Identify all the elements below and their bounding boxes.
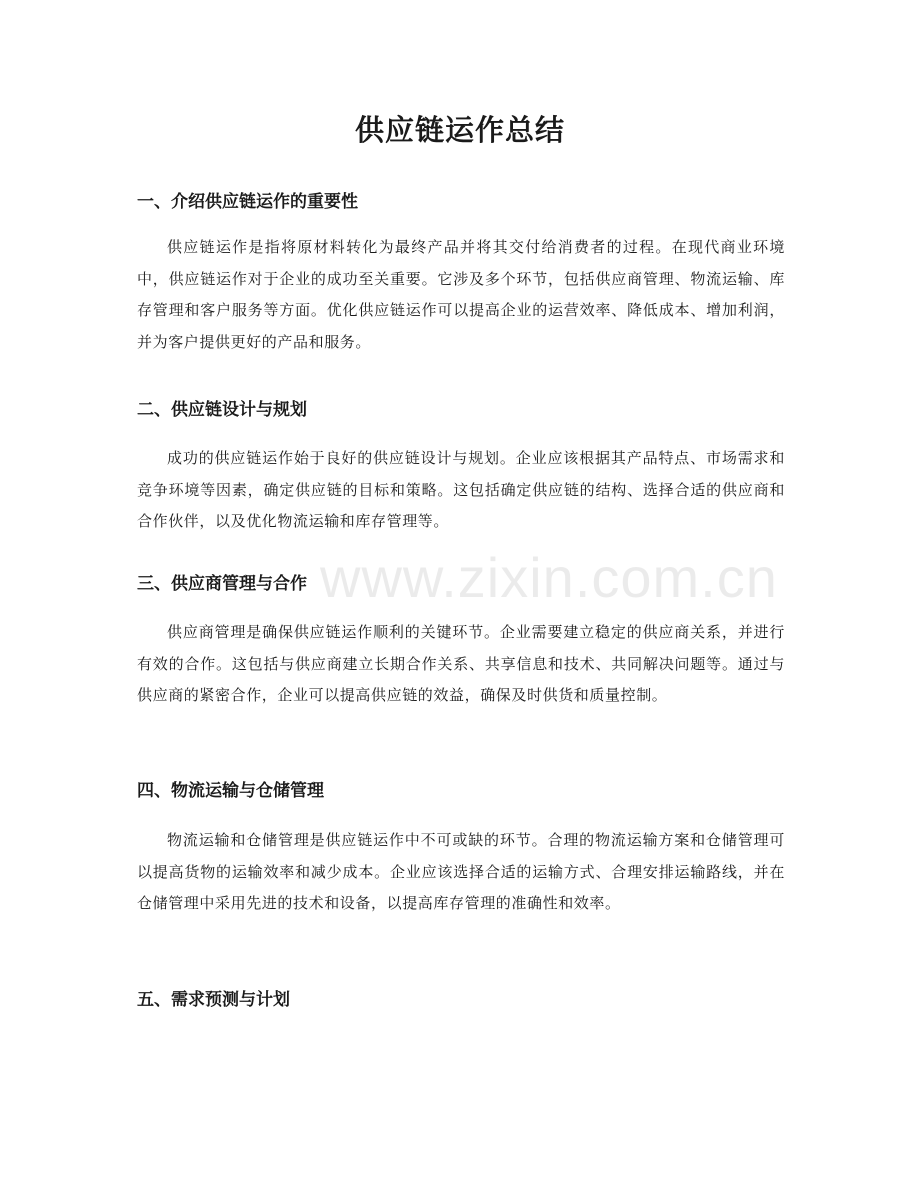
section-heading-2: 二、供应链设计与规划 [137, 400, 307, 420]
watermark: www.zixin.com.cn [320, 546, 778, 609]
section-body-3: 供应商管理是确保供应链运作顺利的关键环节。企业需要建立稳定的供应商关系，并进行有效的合作。这包括与供应商建立长期合作关系、共享信息和技术、共同解决问题等。通过与供应商的紧密合作，企业可以提高供应链的效益，确保及时供货和质量控制。 [137, 623, 785, 704]
section-heading-5: 五、需求预测与计划 [137, 990, 290, 1010]
section-body-4: 物流运输和仓储管理是供应链运作中不可或缺的环节。合理的物流运输方案和仓储管理可以提高货物的运输效率和减少成本。企业应该选择合适的运输方式、合理安排运输路线，并在仓储管理中采用先进的技术和设备，以提高库存管理的准确性和效率。 [137, 831, 785, 912]
section-body-1: 供应链运作是指将原材料转化为最终产品并将其交付给消费者的过程。在现代商业环境中，供应链运作对于企业的成功至关重要。它涉及多个环节，包括供应商管理、物流运输、库存管理和客户服务等方面。优化供应链运作可以提高企业的运营效率、降低成本、增加利润，并为客户提供更好的产品和服务。 [137, 238, 785, 351]
document-title: 供应链运作总结 [354, 113, 565, 147]
section-heading-4: 四、物流运输与仓储管理 [137, 781, 324, 801]
section-body-2: 成功的供应链运作始于良好的供应链设计与规划。企业应该根据其产品特点、市场需求和竞争环境等因素，确定供应链的目标和策略。这包括确定供应链的结构、选择合适的供应商和合作伙伴，以及优化物流运输和库存管理等。 [137, 449, 785, 530]
section-heading-1: 一、介绍供应链运作的重要性 [137, 192, 358, 212]
section-heading-3: 三、供应商管理与合作 [137, 574, 307, 594]
